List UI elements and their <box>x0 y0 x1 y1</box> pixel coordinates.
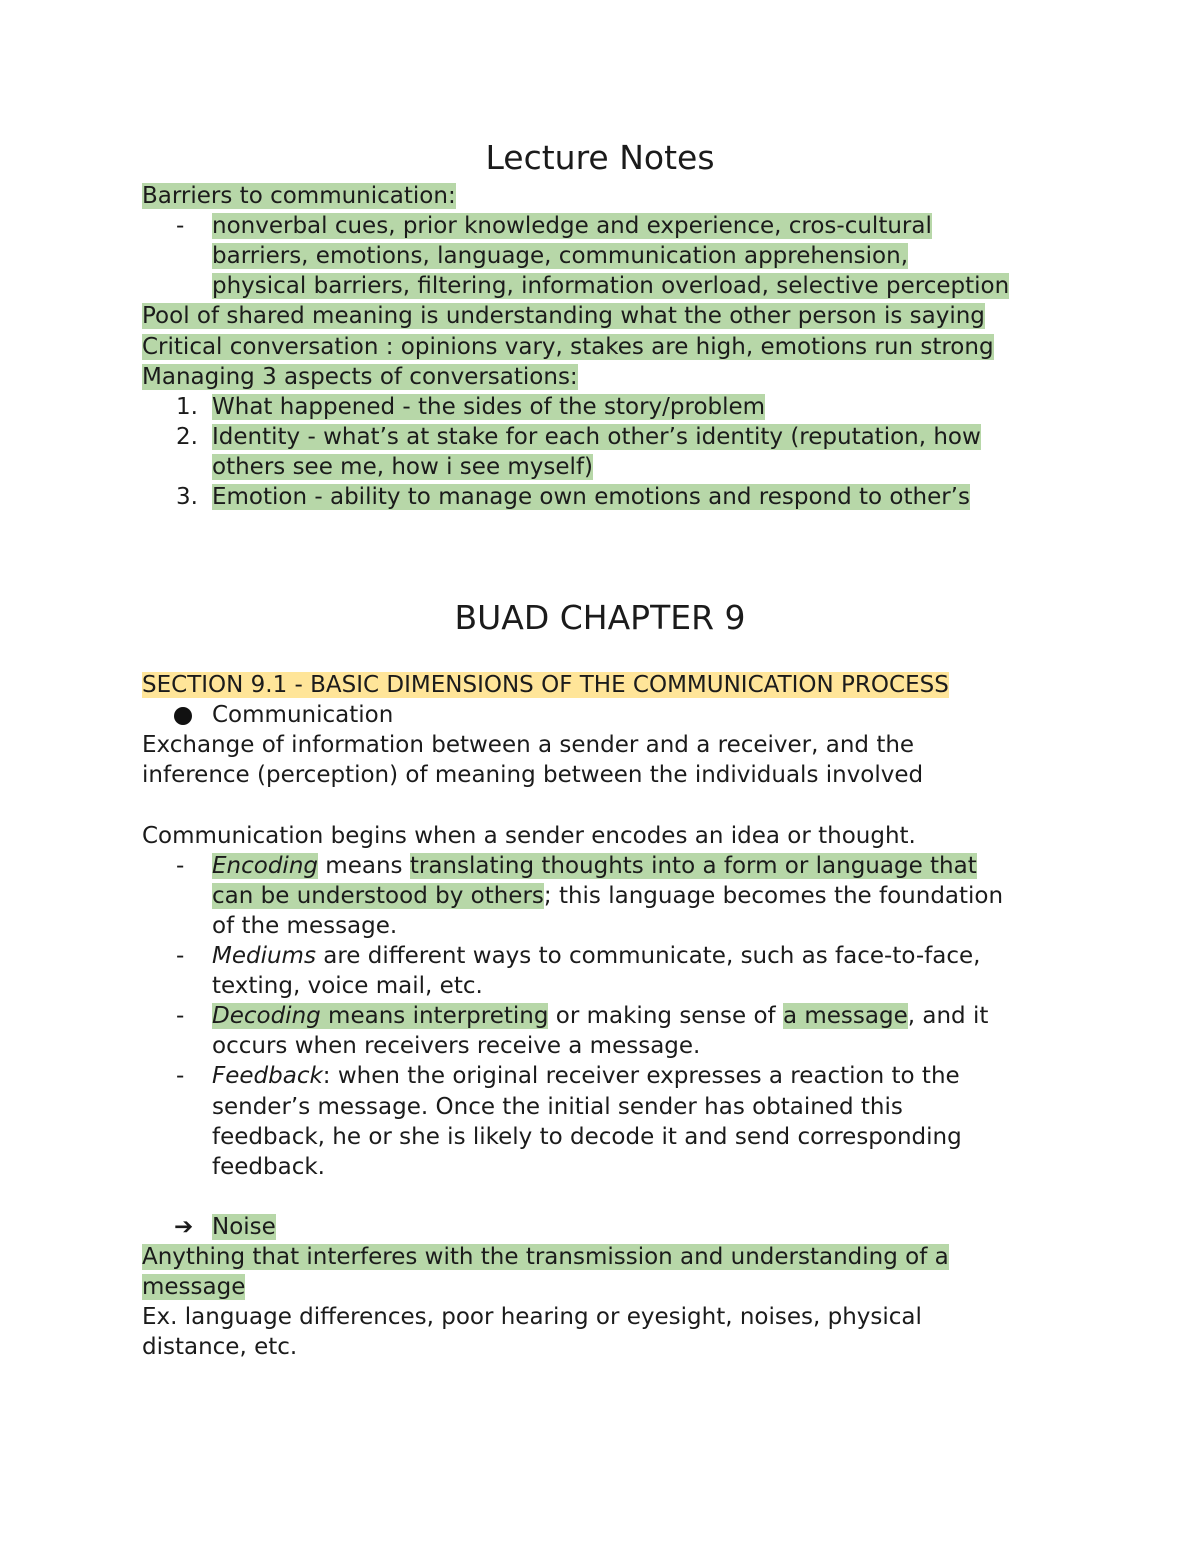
managing-aspects: Managing 3 aspects of conversations: <box>142 364 578 390</box>
aspect-identity-line-1: Identity - what’s at stake for each other’s identity (reputation, how <box>212 424 981 450</box>
list-number: 3. <box>176 484 198 510</box>
chapter-title: BUAD CHAPTER 9 <box>454 598 746 637</box>
dash-marker: - <box>176 943 185 969</box>
bullet-dot-icon <box>174 707 192 725</box>
aspect-what-happened: What happened - the sides of the story/problem <box>212 394 766 420</box>
noise-examples-line-2: distance, etc. <box>142 1334 298 1360</box>
barriers-line-1: nonverbal cues, prior knowledge and experience, cros-cultural <box>212 213 932 239</box>
list-number: 1. <box>176 394 198 420</box>
noise-definition-line-2: message <box>142 1274 246 1300</box>
pool-of-shared-meaning: Pool of shared meaning is understanding what the other person is saying <box>142 303 985 329</box>
barriers-heading: Barriers to communication: <box>142 183 456 209</box>
aspect-identity-line-2: others see me, how i see myself) <box>212 454 594 480</box>
arrow-right-icon: ➔ <box>174 1214 194 1240</box>
communication-term: Communication <box>212 702 394 728</box>
decoding-line-1: Decoding means interpreting or making sense of a message, and it <box>212 1003 989 1029</box>
feedback-line-3: feedback, he or she is likely to decode it and send corresponding <box>212 1124 962 1150</box>
barriers-line-3: physical barriers, filtering, information overload, selective perception <box>212 273 1010 299</box>
section-heading: SECTION 9.1 - BASIC DIMENSIONS OF THE COMMUNICATION PROCESS <box>142 672 949 698</box>
feedback-line-1: Feedback: when the original receiver expresses a reaction to the <box>212 1063 960 1089</box>
communication-definition-line-1: Exchange of information between a sender and a receiver, and the <box>142 732 915 758</box>
dash-marker: - <box>176 213 185 239</box>
aspect-emotion: Emotion - ability to manage own emotions and respond to other’s <box>212 484 970 510</box>
communication-begins: Communication begins when a sender encodes an idea or thought. <box>142 823 916 849</box>
communication-definition-line-2: inference (perception) of meaning between the individuals involved <box>142 762 924 788</box>
critical-conversation: Critical conversation : opinions vary, stakes are high, emotions run strong <box>142 334 994 360</box>
noise-definition-line-1: Anything that interferes with the transmission and understanding of a <box>142 1244 949 1270</box>
mediums-line-2: texting, voice mail, etc. <box>212 973 483 999</box>
encoding-line-2: can be understood by others; this language becomes the foundation <box>212 883 1004 909</box>
dash-marker: - <box>176 1003 185 1029</box>
lecture-title: Lecture Notes <box>485 138 715 177</box>
barriers-line-2: barriers, emotions, language, communication apprehension, <box>212 243 909 269</box>
feedback-line-2: sender’s message. Once the initial sender has obtained this <box>212 1094 903 1120</box>
list-number: 2. <box>176 424 198 450</box>
noise-examples-line-1: Ex. language differences, poor hearing or eyesight, noises, physical <box>142 1304 922 1330</box>
dash-marker: - <box>176 853 185 879</box>
feedback-line-4: feedback. <box>212 1154 325 1180</box>
dash-marker: - <box>176 1063 185 1089</box>
mediums-line-1: Mediums are different ways to communicate, such as face-to-face, <box>212 943 981 969</box>
encoding-line-3: of the message. <box>212 913 398 939</box>
noise-term: Noise <box>212 1214 276 1240</box>
encoding-line-1: Encoding means translating thoughts into a form or language that <box>212 853 977 879</box>
decoding-line-2: occurs when receivers receive a message. <box>212 1033 701 1059</box>
